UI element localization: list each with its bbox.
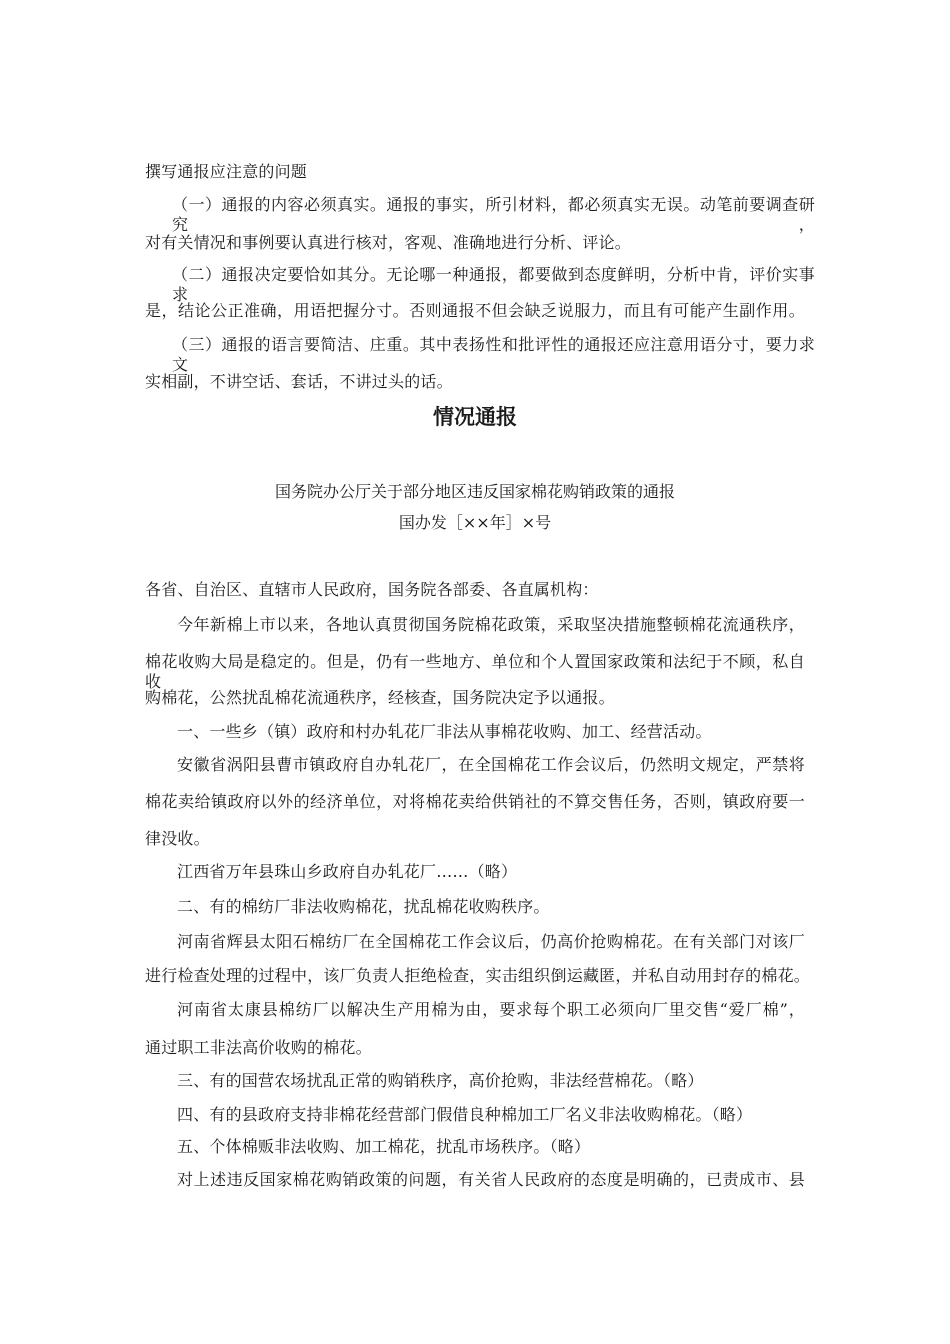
intro-line-3: 购棉花，公然扰乱棉花流通秩序，经核查，国务院决定予以通报。	[145, 688, 615, 707]
notes-paragraph-2-line-2: 是，结论公正准确，用语把握分寸。否则通报不但会缺乏说服力，而且有可能产生副作用。	[145, 301, 805, 320]
item-1: 一、一些乡（镇）政府和村办轧花厂非法从事棉花收购、加工、经营活动。	[177, 722, 712, 741]
notes-paragraph-3-line-2: 实相副，不讲空话、套话，不讲过头的话。	[145, 372, 453, 391]
notes-paragraph-1-line-1: （一）通报的内容必须真实。通报的事实，所引材料，都必须真实无误。动笔前要调查研究，	[172, 195, 815, 234]
closing-line-1: 对上述违反国家棉花购销政策的问题，有关省人民政府的态度是明确的，已责成市、县	[177, 1170, 805, 1189]
anhui-line-1: 安徽省涡阳县曹市镇政府自办轧花厂，在全国棉花工作会议后，仍然明文规定，严禁将	[177, 755, 805, 774]
notes-paragraph-3-line-1: （三）通报的语言要简洁、庄重。其中表扬性和批评性的通报还应注意用语分寸，要力求文	[172, 335, 815, 374]
item-5: 五、个体棉贩非法收购、加工棉花，扰乱市场秩序。（略）	[177, 1137, 591, 1156]
item-4: 四、有的县政府支持非棉花经营部门假借良种棉加工厂名义非法收购棉花。（略）	[177, 1105, 753, 1124]
notes-paragraph-1-line-2: 对有关情况和事例要认真进行核对，客观、准确地进行分析、评论。	[145, 233, 632, 252]
document-title: 国务院办公厅关于部分地区违反国家棉花购销政策的通报	[274, 482, 675, 501]
addressee: 各省、自治区、直辖市人民政府，国务院各部委、各直属机构：	[145, 580, 599, 599]
item-3: 三、有的国营农场扰乱正常的购销秩序，高价抢购，非法经营棉花。（略）	[177, 1071, 704, 1090]
document-number: 国办发［××年］×号	[398, 513, 552, 532]
anhui-line-2: 棉花卖给镇政府以外的经济单位，对将棉花卖给供销社的不算交售任务，否则，镇政府要一	[145, 792, 805, 811]
huixian-line-2: 进行检查处理的过程中，该厂负责人拒绝检查，实击组织倒运藏匿，并私自动用封存的棉花。	[145, 966, 810, 985]
section-title: 情况通报	[433, 405, 517, 429]
anhui-line-3: 律没收。	[145, 829, 210, 848]
taikang-line-2: 通过职工非法高价收购的棉花。	[145, 1038, 372, 1057]
intro-line-2: 棉花收购大局是稳定的。但是，仍有一些地方、单位和个人置国家政策和法纪于不顾，私自收	[145, 652, 805, 691]
notes-heading: 撰写通报应注意的问题	[145, 162, 308, 181]
huixian-line-1: 河南省辉县太阳石棉纺厂在全国棉花工作会议后，仍高价抢购棉花。在有关部门对该厂	[177, 932, 805, 951]
intro-line-1: 今年新棉上市以来，各地认真贯彻国务院棉花政策，采取坚决措施整顿棉花流通秩序，	[177, 615, 805, 634]
taikang-line-1: 河南省太康县棉纺厂以解决生产用棉为由，要求每个职工必须向厂里交售“爱厂棉”，	[177, 1000, 805, 1019]
notes-paragraph-2-line-1: （二）通报决定要恰如其分。无论哪一种通报，都要做到态度鲜明，分析中肯，评价实事求	[172, 265, 815, 304]
jiangxi-line: 江西省万年县珠山乡政府自办轧花厂……（略）	[177, 862, 518, 881]
item-2: 二、有的棉纺厂非法收购棉花，扰乱棉花收购秩序。	[177, 897, 550, 916]
